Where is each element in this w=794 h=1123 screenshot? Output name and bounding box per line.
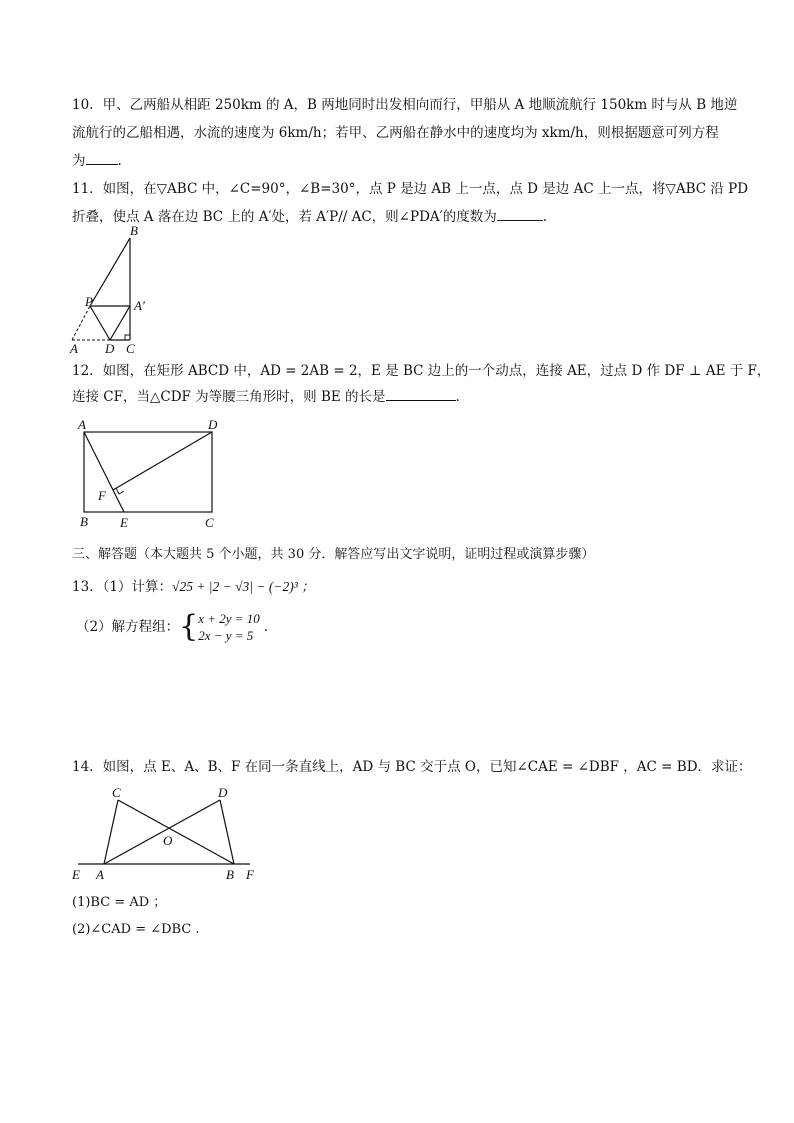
q13-part2 (76, 610, 268, 652)
answer-blank (497, 208, 543, 221)
q10-line1: 10．甲、乙两船从相距 250km 的 A，B 两地同时出发相向而行，甲船从 A 地顺流航行 150km 时与从 B 地逆 (72, 97, 738, 113)
q11-label-d: D (105, 341, 115, 356)
section-heading: 三、解答题（本大题共 5 个小题，共 30 分．解答应写出文字说明，证明过程或演算步骤） (72, 547, 595, 562)
q12-line2-text: 连接 CF，当△CDF 为等腰三角形时，则 BE 的长是 (72, 389, 386, 405)
q10-line3-text: 为 (72, 153, 86, 169)
q12-label-e: E (120, 515, 128, 530)
q12-end: . (455, 389, 460, 405)
q13-part1-expression: √25 + |2 − √3| − (−2)³ ； (172, 579, 315, 594)
q14-sub1: (1)BC = AD ； (72, 895, 167, 910)
answer-blank (386, 388, 456, 401)
equation-system (198, 610, 260, 644)
q11-right-angle-mark (125, 335, 130, 340)
q11-seg-ab (90, 238, 130, 306)
q14-label-d: D (218, 785, 228, 800)
q13-end: . (263, 619, 269, 635)
q11-line1: 11．如图，在▽ABC 中，∠C=90°，∠B=30°，点 P 是边 AB 上一点，点 D 是边 AC 上一点，将▽ABC 沿 PD (72, 181, 749, 197)
q10-line3 (72, 152, 122, 170)
equation-1: x + 2y = 10 (198, 611, 260, 626)
q13-part1 (72, 578, 315, 596)
q11-label-p: P (85, 294, 93, 309)
q14-seg-ad (104, 800, 220, 864)
q11-end: . (542, 209, 548, 225)
q11-line2-text: 折叠，使点 A 落在边 BC 上的 A′处，若 A′P// AC，则∠PDA′的度数为 (72, 209, 497, 225)
q12-line2 (72, 388, 460, 406)
q12-right-angle-mark (116, 488, 124, 494)
q14-label-c: C (112, 785, 121, 800)
q12-label-b: B (80, 514, 88, 529)
q11-figure (66, 223, 166, 358)
equation-brace: { (179, 609, 199, 644)
q10-line2: 流航行的乙船相遇，水流的速度为 6km/h；若甲、乙两船在静水中的速度均为 xkm/h，则根据题意可列方程 (72, 125, 719, 141)
q14-seg-bd (220, 800, 234, 864)
q14-label-b: B (226, 867, 234, 882)
q12-seg-df (113, 432, 212, 490)
q12-label-c: C (205, 515, 214, 530)
q14-label-e: E (72, 867, 80, 882)
q10-end: . (117, 153, 122, 169)
q11-line2 (72, 208, 547, 226)
q11-label-b: B (130, 223, 138, 238)
q12-line1: 12．如图，在矩形 ABCD 中，AD = 2AB = 2，E 是 BC 边上的一个动点，连接 AE，过点 D 作 DF ⊥ AE 于 F， (72, 363, 771, 379)
q14-label-a: A (96, 867, 104, 882)
q14-label-o: O (163, 833, 173, 848)
q11-label-a-prime: A′ (134, 298, 145, 313)
q14-sub2: (2)∠CAD = ∠DBC . (72, 922, 200, 937)
q14-seg-bc (118, 800, 234, 864)
q14-line1: 14．如图，点 E、A、B、F 在同一条直线上，AD 与 BC 交于点 O，已知∠CAE = ∠DBF ，AC = BD．求证： (72, 759, 752, 775)
q12-label-d: D (208, 417, 218, 432)
q13-part1-prefix: 13．（1）计算： (72, 579, 173, 595)
answer-blank (86, 152, 118, 165)
q11-seg-pd (90, 306, 110, 340)
q12-figure (74, 416, 234, 534)
q11-label-a: A (70, 341, 78, 356)
q11-seg-ap-dashed (72, 306, 90, 340)
equation-2: 2x − y = 5 (198, 628, 254, 643)
q12-label-a: A (78, 417, 86, 432)
q14-figure (70, 783, 270, 883)
q11-label-c: C (126, 341, 135, 356)
q13-part2-prefix: （2）解方程组： (76, 619, 180, 635)
q14-label-f: F (246, 867, 254, 882)
q12-label-f: F (98, 488, 106, 503)
q14-seg-ac (104, 800, 118, 864)
